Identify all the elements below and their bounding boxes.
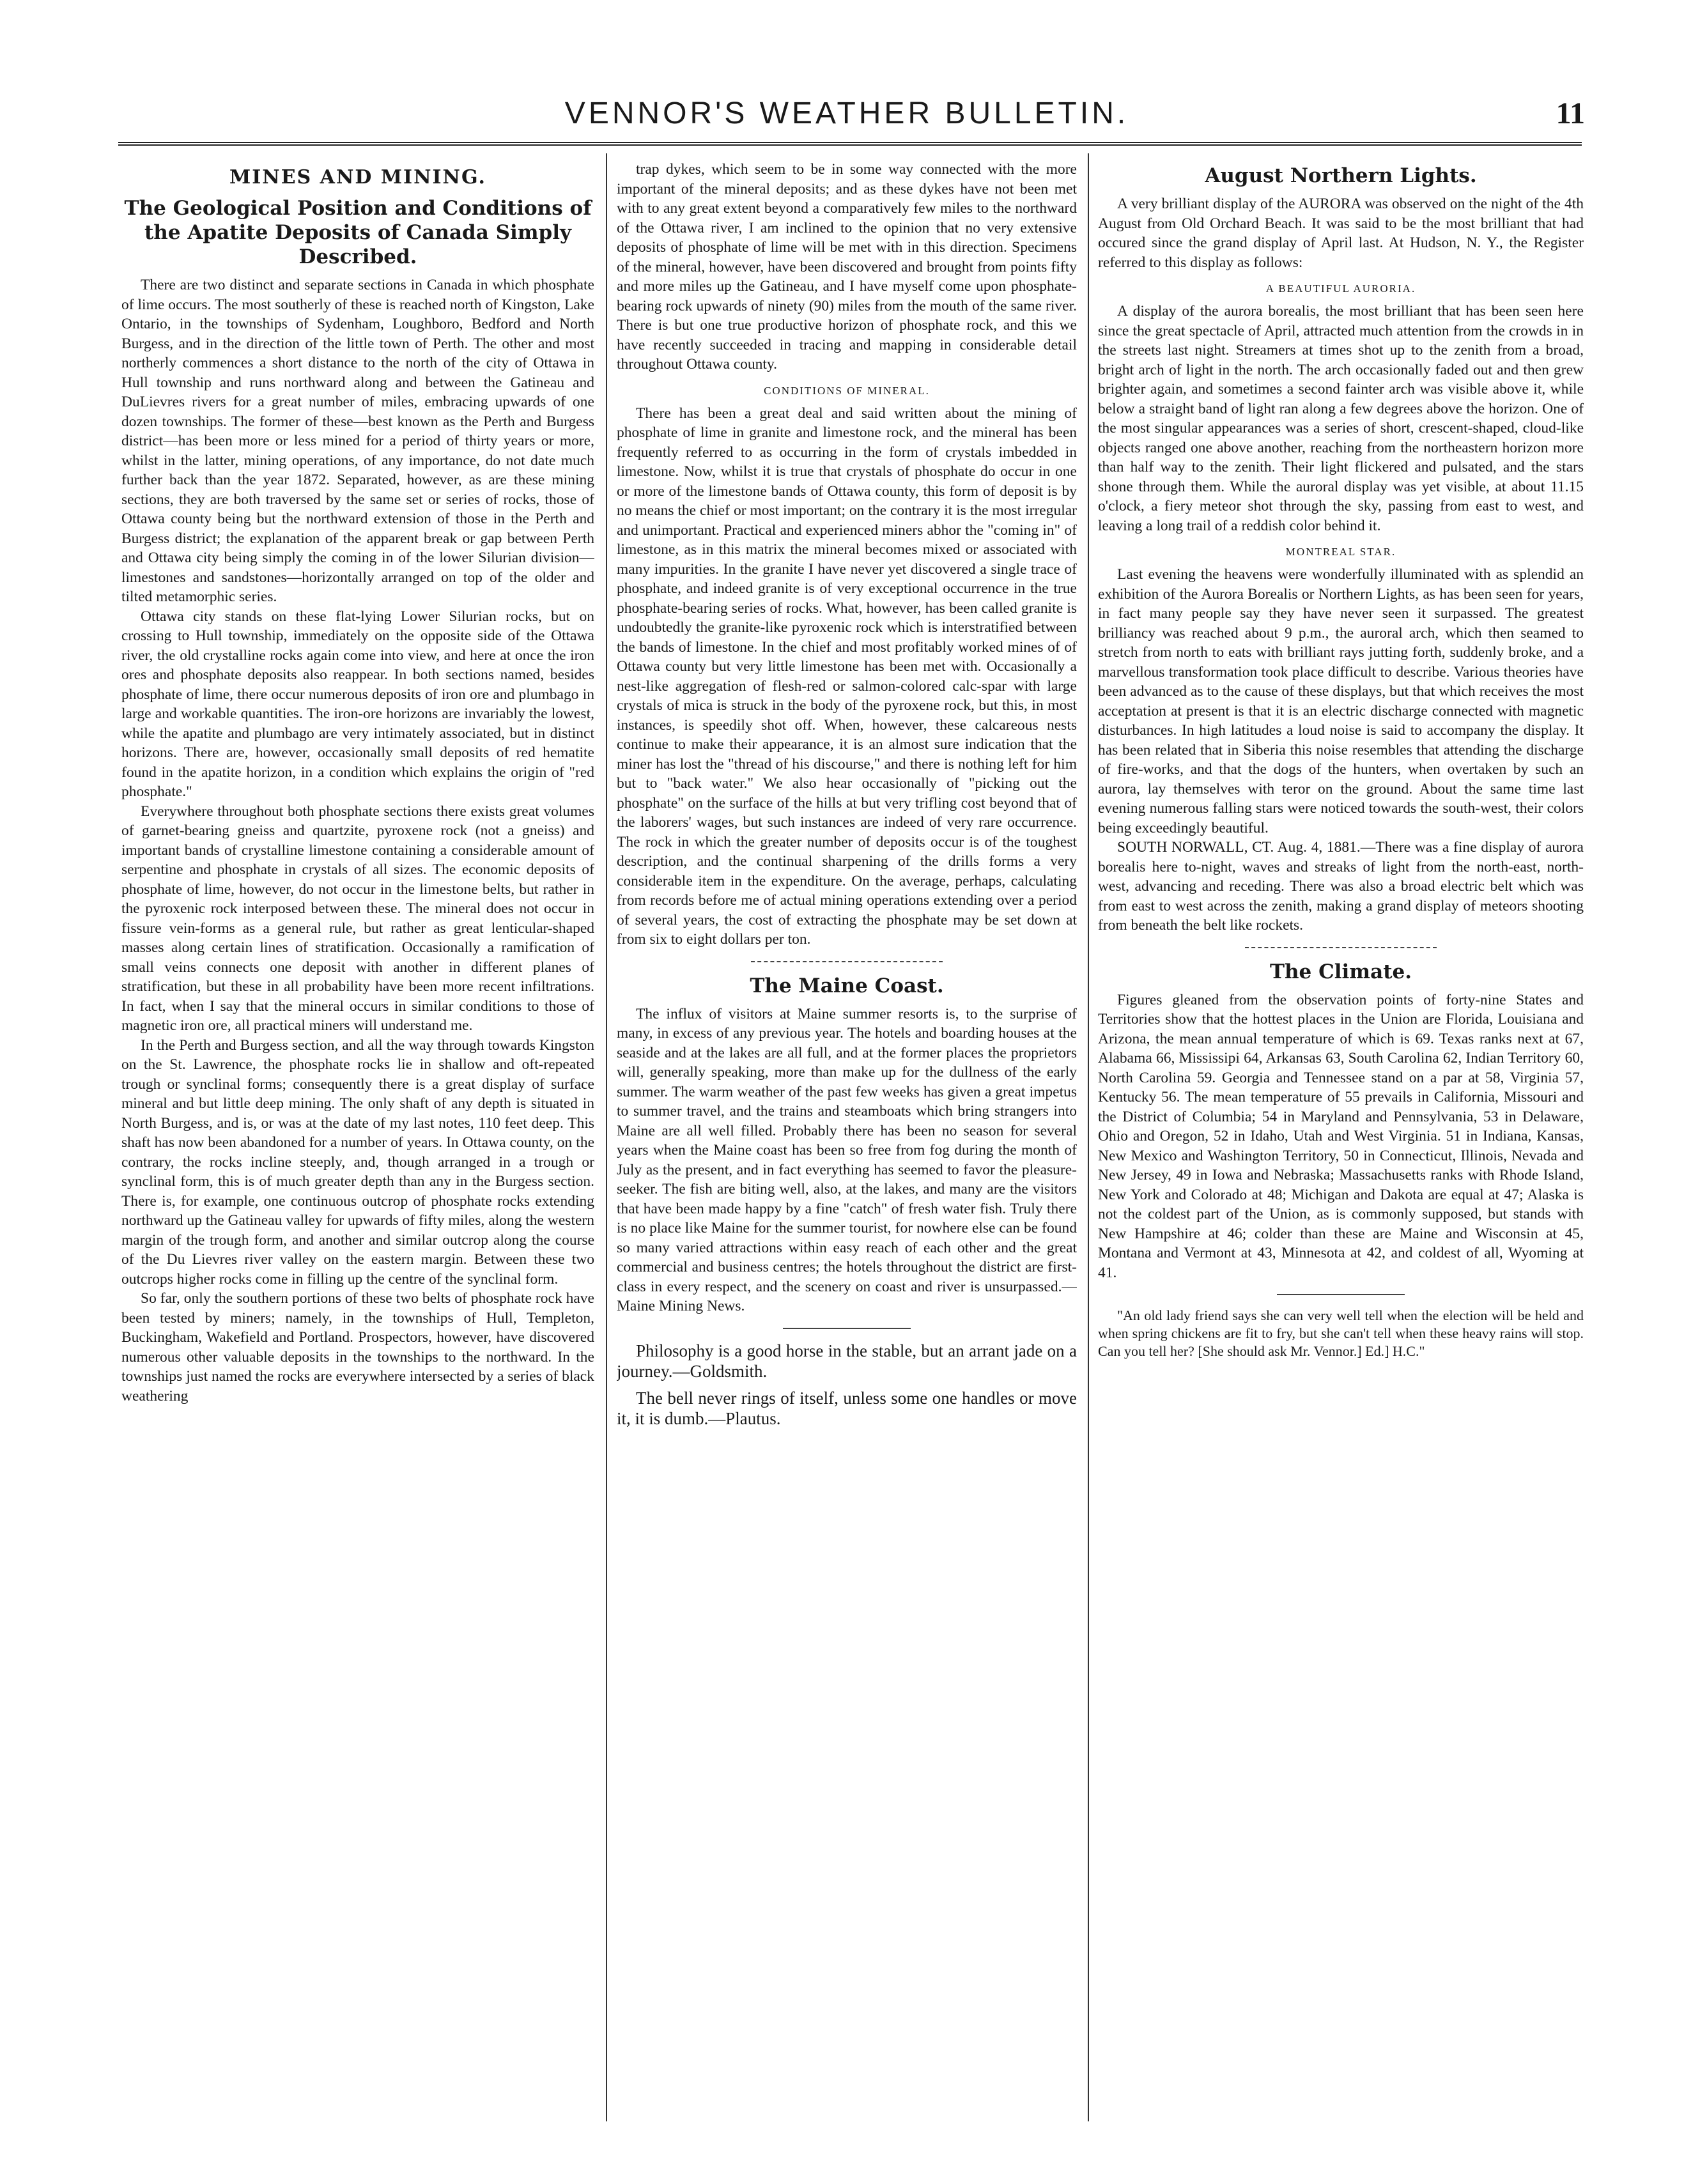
column-3	[1098, 160, 1584, 2128]
article-paragraph: trap dykes, which seem to be in some way connected with the more important of the mineral deposits; and as these dykes have not been met with to any great extent beyond a comparatively few miles to the northward of the Ottawa river, I am inclined to the opinion that no very extensive deposits of phosphate of lime will be met with in this direction. Specimens of the mineral, however, have been discovered and brought from points fifty and more miles up the Gatineau, and I have myself come upon phosphate-bearing rock upwards of ninety (90) miles from the mouth of the same river. There is but one true productive horizon of phosphate rock, and this we have recently succeeded in tracing and mapping in considerable detail throughout Ottawa county.	[617, 161, 1077, 373]
article-paragraph: A display of the aurora borealis, the most brilliant that has been seen here since the great spectacle of April, attracted much attention from the crowds in in the streets last night. Streamers at times shot up to the zenith from a broad, bright arch of light in the north. The arch occasionally faded out and then grew brighter again, and sometimes a second fainter arch was visible above it, while below a straight band of light ran along a few degrees above the horizon. One of the most singular appearances was a series of short, crescent-shaped, cloud-like objects ranged one above another, reaching from the northeastern horizon more than half way to the zenith. Their light flickered and pulsated, and the stars shone through them. While the auroral display was yet visible, at about 11.15 o'clock, a fiery meteor shot through the sky, passing from east to west, and leaving a long trail of a reddish color behind it.	[1098, 303, 1584, 534]
article-title-aurora: August Northern Lights.	[1205, 164, 1477, 187]
article-separator	[1277, 1294, 1405, 1295]
column-divider-1	[606, 153, 607, 2121]
article-paragraph: There has been a great deal and said written about the mining of phosphate of lime in granite and limestone rock, and the mineral has been frequently referred to as occurring in the form of crystals imbedded in limestone. Now, whilst it is true that crystals of phosphate do occur in one or more of the limestone bands of Ottawa county, this form of deposit is by no means the chief or most important; on the contrary it is the most irregular and unimportant. Practical and experienced miners abhor the "coming in" of limestone, as in this matrix the mineral becomes mixed or associated with many impurities. In the granite I have never yet discovered a single trace of phosphate, and indeed granite is of very exceptional occurrence in the true phosphate-bearing series of rocks. What, however, has been called granite is undoubtedly the granite-like pyroxenic rock which is interstratified between the bands of limestone. In the chief and most profitably worked mines of of Ottawa county but very little limestone has been met with. Occasionally a nest-like aggregation of flesh-red or salmon-colored calc-spar with large crystals of mica is struck in the body of the pyroxene rock, but this, in most instances, is speedily shot off. When, however, these calcareous nests continue to make their appearance, it is an almost sure indication that the miner has lost the "thread of his discourse," and there is nothing left for him but to "back water." We also hear occasionally of "picking out the phosphate" on the surface of the hills at but very trifling cost beyond that of the laborers' wages, but such instances are indeed of very rare occurrence. The rock in which the greater number of deposits occur is of the toughest description, and the continual sharpening of the drills forms a very considerable item in the expenditure. On the average, perhaps, calculating from records before me of actual mining operations extending over a period of several years, the cost of extracting the phosphate may be set down at from six to eight dollars per ton.	[617, 404, 1077, 948]
subhead-conditions: CONDITIONS OF MINERAL.	[764, 384, 930, 397]
article-paragraph: Everywhere throughout both phosphate sections there exists great volumes of garnet-bearing gneiss and quartzite, pyroxene rock (not a gneiss) and important bands of crystalline limestone containing a considerable amount of serpentine and phosphate in crystals of all sizes. The economic deposits of phosphate of lime, however, do not occur in the limestone belts, but rather in the pyroxenic rock interposed between these. The mineral does not occur in fissure vein-forms as a general rule, but rather as great lenticular-shaped masses along certain lines of stratification. Occasionally a ramification of small veins connects one deposit with another in different planes of stratification, but these in all probability have been more recent infiltrations. In fact, when I say that the mineral occurs in similar conditions to those of magnetic iron ore, all practical miners will understand me.	[121, 803, 594, 1034]
subhead-montreal-star: MONTREAL STAR.	[1285, 546, 1396, 558]
column-divider-2	[1088, 153, 1089, 2121]
article-separator	[751, 961, 943, 962]
article-separator	[1245, 947, 1437, 948]
page-header	[109, 96, 1585, 147]
article-title-climate: The Climate.	[1269, 960, 1412, 983]
article-title-maine: The Maine Coast.	[750, 974, 944, 997]
column-1	[121, 160, 594, 2128]
article-paragraph: The influx of visitors at Maine summer resorts is, to the surprise of many, in excess of any previous year. The hotels and boarding houses at the seaside and at the lakes are all full, and at the former places the proprietors will, generally speaking, more than make up for the dullness of the early summer. The warm weather of the past few weeks has given a great impetus to summer travel, and the trains and steamboats which bring strangers into Maine are all well filled. Probably there has been no season for several years when the Maine coast has been so free from fog during the month of July as the present, and in fact everything has seemed to favor the pleasure-seeker. The fish are biting well, also, at the lakes, and many are the visitors that have been made happy by a fine "catch" of fresh water fish. Truly there is no place like Maine for the summer tourist, for nowhere else can be found so many varied attractions within easy reach of each other and the great commercial and business centres; the hotels throughout the district are first-class in every respect, and the scenery on coast and river is unsurpassed.—Maine Mining News.	[617, 1005, 1077, 1314]
article-paragraph: Figures gleaned from the observation points of forty-nine States and Territories show that the hottest places in the Union are Florida, Louisiana and Arizona, the mean annual temperature of which is 69. Texas ranks next at 67, Alabama 66, Mississipi 64, Arkansas 63, South Carolina 62, Indian Territory 60, North Carolina 59. Georgia and Tennessee stand on a par at 58, Virginia 57, Kentucky 56. The mean temperature of 55 prevails in California, Missouri and the District of Columbia; 54 in Maryland and Pennsylvania, 53 in Delaware, Ohio and Oregon, 52 in Idaho, Utah and West Virginia. 51 in Indiana, Kansas, New Mexico and Washington Territory, 50 in Connecticut, Illinois, Nevada and New Jersey, 49 in Iowa and Nebraska; Massachusetts ranks with Rhode Island, New York and Colorado at 48; Michigan and Dakota are equal at 47; Alaska is not the coldest part of the Union, as is commonly supposed, but stands with New Hampshire at 46; colder than these are Maine and Wisconsin at 45, Montana and Vermont at 43, Minnesota at 42, and coldest of all, Wyoming at 41.	[1098, 991, 1584, 1281]
quote-plautus: The bell never rings of itself, unless some one handles or move it, it is dumb.—Plautus.	[617, 1388, 1077, 1428]
article-paragraph: There are two distinct and separate sections in Canada in which phosphate of lime occurs. The most southerly of these is reached north of Kingston, Lake Ontario, in the townships of Sydenham, Loughboro, Bedford and North Burgess, and in the direction of the little town of Perth. The other and most northerly commences a short distance to the north of the city of Ottawa in Hull township and runs northward along and between the Gatineau and DuLievres rivers for a great number of miles, embracing upwards of one dozen townships. The former of these—best known as the Perth and Burgess district—has been more or less mined for a period of thirty years or more, whilst in the latter, mining operations, of any importance, do not date much further back than the year 1872. Separated, however, as are these mining sections, they are both traversed by the same set or series of rocks, those of Ottawa county being but the northward extension of those in the Perth and Burgess district; the explanation of the apparent break or gap between Perth and Ottawa city being simply the coming in of the lower Silurian division—limestones and sandstones—horizontally arranged on top of the older and tilted metamorphic series.	[121, 277, 594, 605]
page-number: 11	[1556, 96, 1585, 130]
masthead-title: VENNOR'S WEATHER BULLETIN.	[564, 96, 1129, 130]
article-paragraph: A very brilliant display of the AURORA was observed on the night of the 4th August from Old Orchard Beach. It was said to be the most brilliant that had occured since the grand display of April last. At Hudson, N. Y., the Register referred to this display as follows:	[1098, 196, 1584, 271]
article-paragraph: Last evening the heavens were wonderfully illuminated with as splendid an exhibition of the Aurora Borealis or Northern Lights, as has been seen for years, in fact many people say they have never seen it surpassed. The greatest brilliancy was reached about 9 p.m., the auroral arch, which then seamed to stretch from north to eats with brilliant rays jutting forth, suddenly broke, and a marvellous transformation took place difficult to describe. Various theories have been advanced as to the cause of these displays, but that which receives the most acceptation at present is that it is an electric discharge connected with magnetic disturbances. In high latitudes a loud noise is said to accompany the display. It has been related that in Siberia this noise resembles that attending the discharge of fire-works, and that the dogs of the hunters, when overtaken by such an aurora, lay themselves with teror on the ground. About the same time last evening numerous falling stars were noticed towards the south-west, their colors being exceedingly beautiful.	[1098, 566, 1584, 836]
article-separator	[783, 1328, 911, 1329]
article-paragraph: SOUTH NORWALL, CT. Aug. 4, 1881.—There was a fine display of aurora borealis here to-night, waves and streaks of light from the north-east, north-west, advancing and receding. There was also a broad electric belt which was from east to west across the zenith, making a grand display of meteors shooting from beneath the belt like rockets.	[1098, 839, 1584, 934]
article-paragraph: In the Perth and Burgess section, and all the way through towards Kingston on the St. Lawrence, the phosphate rocks lie in shallow and oft-repeated trough or synclinal forms; consequently there is a great display of surface mineral and but little deep mining. The only shaft of any depth is situated in North Burgess, and is, or was at the date of my last notes, 110 feet deep. This shaft has now been abandoned for a number of years. In Ottawa county, on the contrary, the rocks incline steeply, and, though arranged in a trough or synclinal form, this is of much greater depth than any in the Burgess section. There is, for example, one continuous outcrop of phosphate rocks extending northward up the Gatineau valley for upwards of fifty miles, along the western margin of the trough form, and another and similar outcrop along the course of the Du Lievres river valley on the eastern margin. Between these two outcrops higher rocks come in filling up the centre of the synclinal form.	[121, 1036, 594, 1288]
quote-old-lady: "An old lady friend says she can very well tell when the election will be held and when spring chickens are fit to fry, but she can't tell when these heavy rains will stop. Can you tell her? [She should ask Mr. Vennor.] Ed.] H.C."	[1098, 1307, 1584, 1359]
article-paragraph: So far, only the southern portions of these two belts of phosphate rock have been tested by miners; namely, in the townships of Hull, Templeton, Buckingham, Wakefield and Portland. Prospectors, however, have discovered numerous other valuable deposits in the townships to the northward. In the townships just named the rocks are everywhere intersected by a series of black weathering	[121, 1290, 594, 1404]
header-rule	[118, 142, 1582, 146]
article-title-apatite: The Geological Position and Conditions of the Apatite Deposits of Canada Simply Described.	[124, 197, 592, 268]
subhead-beautiful-aurora: A BEAUTIFUL AURORIA.	[1265, 282, 1416, 295]
section-title-mines: MINES AND MINING.	[229, 166, 486, 188]
column-2	[617, 160, 1077, 2128]
article-paragraph: Ottawa city stands on these flat-lying Lower Silurian rocks, but on crossing to Hull township, immediately on the opposite side of the Ottawa river, the old crystalline rocks again come into view, and here at once the iron ores and phosphate deposits also reappear. In both sections named, besides phosphate of lime, there occur numerous deposits of iron ore and plumbago in large and workable quantities. The iron-ore horizons are invariably the lowest, while the apatite and plumbago are very intimately associated, but in distinct horizons. There are, however, occasionally small deposits of red hematite found in the apatite horizon, in a condition which explains the origin of "red phosphate."	[121, 608, 594, 800]
quote-goldsmith: Philosophy is a good horse in the stable, but an arrant jade on a journey.—Goldsmith.	[617, 1341, 1077, 1381]
